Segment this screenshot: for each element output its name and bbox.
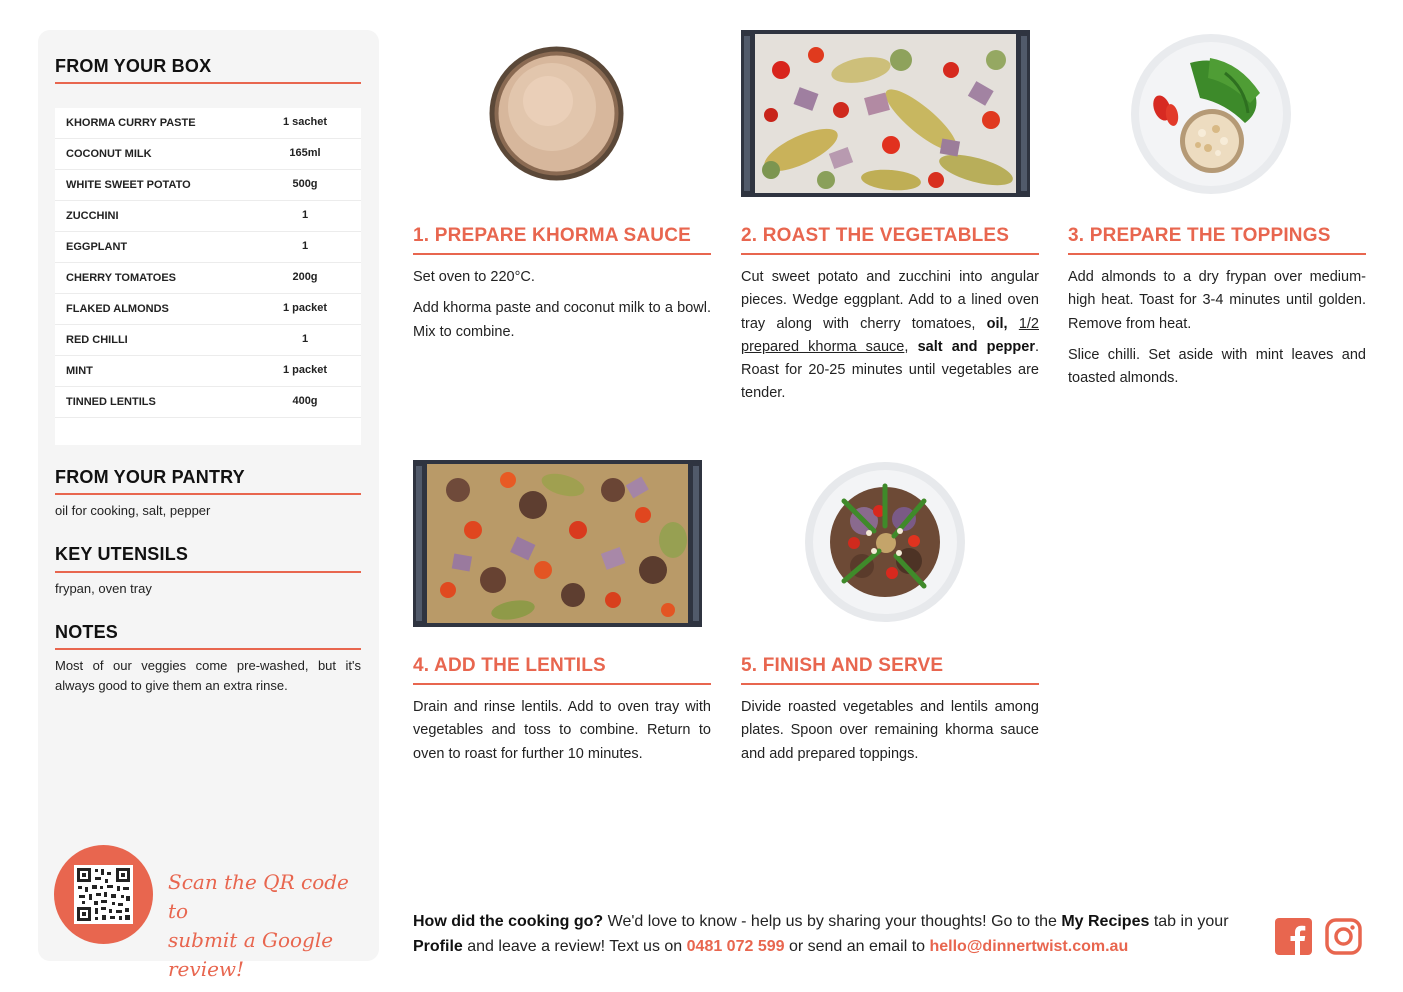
qr-text-line: Scan the QR code to [168,870,349,923]
section-divider [55,571,361,573]
step-2-text-part: Cut sweet potato and zucchini into angular pieces. Wedge eggplant. Add to a lined oven tray along with cherry tomatoes, [741,269,1039,332]
ingredient-qty: 1 [301,240,309,252]
step-3-paragraph: Slice chilli. Set aside with mint leaves and toasted almonds. [1068,346,1366,387]
ingredient-row [55,139,361,170]
footer-question: How did the cooking go? [413,913,604,930]
roasting-tray-image [741,30,1030,197]
ingredient-name: FLAKED ALMONDS [66,303,169,315]
facebook-icon[interactable] [1275,918,1312,955]
footer-profile: Profile [413,938,463,955]
ingredient-qty: 400g [292,395,318,407]
from-your-box-title: FROM YOUR BOX [55,56,212,76]
step-4-text [413,696,711,774]
ingredient-name: TINNED LENTILS [66,396,156,408]
step-4-title: 4. ADD THE LENTILS [413,655,606,676]
ingredient-name: ZUCCHINI [66,210,119,222]
step-2-title: 2. ROAST THE VEGETABLES [741,225,1010,246]
ingredients-table [55,108,361,445]
ingredient-row [55,356,361,387]
ingredient-qty: 500g [292,178,318,190]
step-3-paragraph: Add almonds to a dry frypan over medium-high heat. Toast for 3-4 minutes until golden. Remove from heat. [1068,269,1366,332]
section-divider [55,82,361,84]
ingredient-name: COCONUT MILK [66,148,152,160]
step-2-paragraph [741,266,1039,406]
ingredient-qty: 1 sachet [282,116,328,128]
sidebar-panel [38,30,379,981]
feedback-footer [413,909,1253,959]
ingredient-row [55,108,361,139]
step-3-title: 3. PREPARE THE TOPPINGS [1068,225,1331,246]
step-1-paragraph: Add khorma paste and coconut milk to a bowl. Mix to combine. [413,300,711,340]
step-2-underlined-sauce: 1/2 prepared khorma sauce [741,315,1039,355]
qr-code[interactable] [74,865,133,924]
ingredient-qty: 165ml [289,147,321,159]
ingredient-row [55,170,361,201]
footer-text: We'd love to know - help us by sharing your thoughts! Go to the [603,913,1062,930]
section-divider [55,493,361,495]
utensils-text: frypan, oven tray [55,581,152,596]
step-2-text-part: , [904,338,918,355]
qr-text-line: submit a Google review! [168,928,334,981]
qr-review-prompt [168,868,368,984]
toppings-plate-image [1130,33,1292,195]
ingredient-qty: 1 packet [282,302,328,314]
ingredient-qty: 1 packet [282,364,328,376]
ingredient-row [55,325,361,356]
step-2-bold-salt-pepper: salt and pepper [917,338,1035,355]
instagram-icon[interactable] [1325,918,1362,955]
lentils-tray-image [413,460,702,627]
key-utensils-title: KEY UTENSILS [55,544,189,564]
ingredient-row [55,387,361,418]
footer-phone-link[interactable]: 0481 072 599 [686,938,785,955]
step-1-text [413,266,711,352]
step-divider [1068,253,1366,255]
qr-code-badge[interactable] [54,845,153,944]
step-divider [741,253,1039,255]
step-2-text-part [1008,316,1019,332]
ingredient-name: CHERRY TOMATOES [66,272,177,284]
notes-title: NOTES [55,622,119,642]
ingredient-qty: 200g [292,271,318,283]
ingredient-qty: 1 [301,333,309,345]
ingredient-row [55,201,361,232]
step-1-paragraph: Set oven to 220°C. [413,269,535,285]
finished-dish-plate-image [804,461,966,623]
ingredient-row [55,232,361,263]
step-divider [741,683,1039,685]
footer-text: and leave a review! Text us on [462,938,687,955]
ingredient-row [55,263,361,294]
footer-my-recipes: My Recipes [1061,913,1150,930]
footer-text: or send an email to [784,938,930,955]
step-3-text [1068,266,1366,398]
ingredient-name: MINT [66,365,93,377]
step-4-paragraph: Drain and rinse lentils. Add to oven tray with vegetables and toss to combine. Return to oven to roast for further 10 minutes. [413,699,711,762]
step-2-text-part: . Roast for 20-25 minutes until vegetables are tender. [741,338,1039,402]
step-divider [413,683,711,685]
khorma-sauce-bowl-image [488,45,625,182]
step-5-text [741,696,1039,774]
ingredient-name: EGGPLANT [66,241,128,253]
step-5-paragraph: Divide roasted vegetables and lentils among plates. Spoon over remaining khorma sauce and add prepared toppings. [741,699,1039,762]
ingredient-name: RED CHILLI [66,334,128,346]
ingredient-row [55,294,361,325]
ingredient-name: WHITE SWEET POTATO [66,179,191,191]
step-2-bold-oil: oil, [986,315,1008,332]
notes-text: Most of our veggies come pre-washed, but it's always good to give them an extra rinse. [55,658,361,693]
from-your-pantry-title: FROM YOUR PANTRY [55,467,245,487]
ingredient-qty: 1 [301,209,309,221]
footer-email-link[interactable]: hello@dinnertwist.com.au [929,938,1129,955]
footer-text: tab in your [1149,913,1229,930]
step-divider [413,253,711,255]
ingredient-name: KHORMA CURRY PASTE [66,117,196,129]
qr-code-icon [74,865,133,924]
step-2-text [741,266,1039,414]
step-1-title: 1. PREPARE KHORMA SAUCE [413,225,692,246]
step-5-title: 5. FINISH AND SERVE [741,655,944,676]
pantry-text: oil for cooking, salt, pepper [55,503,211,518]
section-divider [55,648,361,650]
